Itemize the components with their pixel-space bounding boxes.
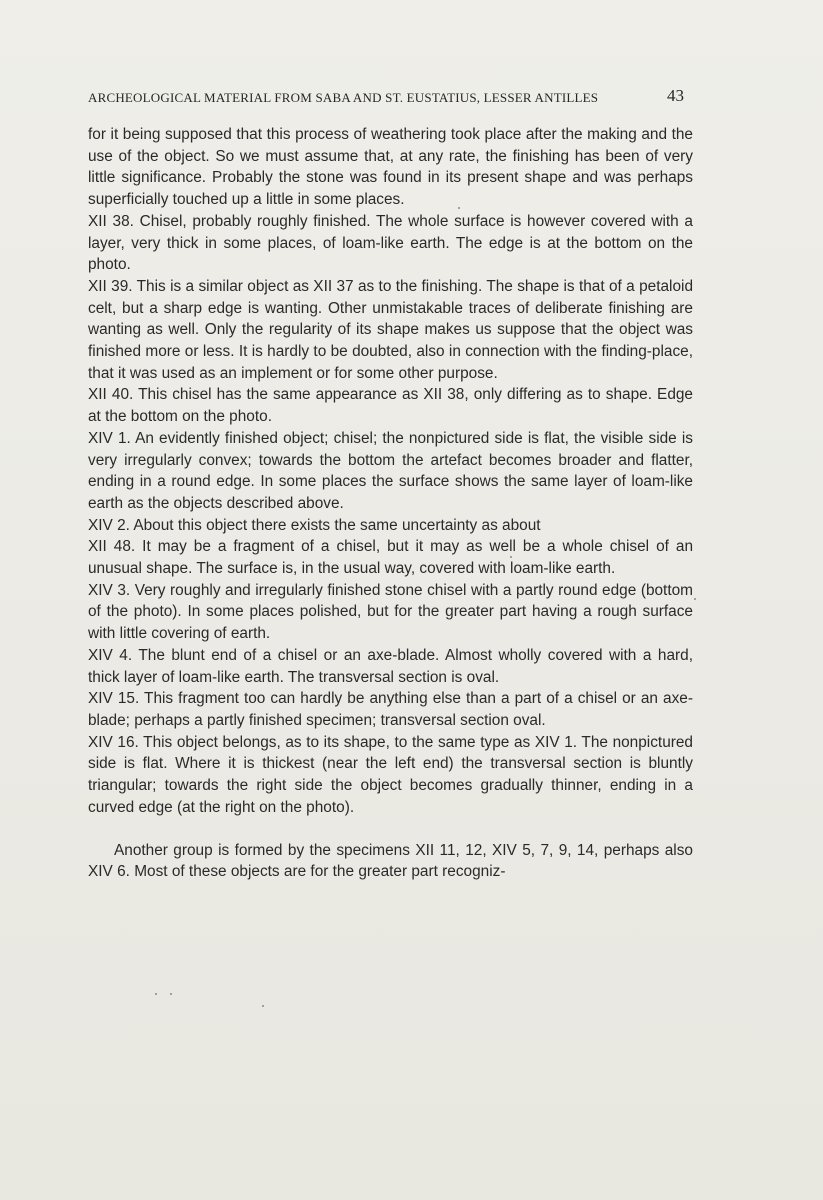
entry-xiv-16: XIV 16. This object belongs, as to its shape, to the same type as XIV 1. The nonpictured side is flat. Where it is thickest (near the left end) the transversal section is bluntly triangular; towards the right side the object becomes gradually thinner, ending in a curved edge (at the right on the photo).: [88, 733, 693, 816]
entry-xiv-3: XIV 3. Very roughly and irregularly finished stone chisel with a partly round edge (bottom of the photo). In some places polished, but for the greater part having a rough surface with little covering of earth.: [88, 581, 693, 643]
entry-xii-38: XII 38. Chisel, probably roughly finished. The whole surface is however covered with a layer, very thick in some places, of loam-like earth. The edge is at the bottom on the photo.: [88, 212, 693, 274]
paper-speck: [155, 993, 157, 995]
body-text: [88, 124, 693, 883]
entry-xii-39: XII 39. This is a similar object as XII 37 as to the finishing. The shape is that of a petaloid celt, but a sharp edge is wanting. Other unmistakable traces of deliberate finishing are wanting as well. Only the regularity of its shape makes us suppose that the object was finished more or less. It is hardly to be doubted, also in connection with the finding-place, that it was used as an implement or for some other purpose.: [88, 277, 693, 382]
entry-xii-48: XII 48. It may be a fragment of a chisel, but it may as well be a whole chisel of an unusual shape. The surface is, in the usual way, covered with loam-like earth.: [88, 538, 693, 578]
entry-xiv-15: XIV 15. This fragment too can hardly be anything else than a part of a chisel or an axe-blade; perhaps a partly finished specimen; transversal section oval.: [88, 690, 693, 729]
entry-xiv-2: XIV 2. About this object there exists the same uncertainty as about: [88, 516, 541, 534]
entry-xii-40: XII 40. This chisel has the same appearance as XII 38, only differing as to shape. Edge at the bottom on the photo.: [88, 386, 693, 426]
paper-speck: [458, 207, 460, 209]
paper-speck: [694, 598, 696, 600]
entry-xiv-1: XIV 1. An evidently finished object; chisel; the nonpictured side is flat, the visible side is very irregularly convex; towards the bottom the artefact becomes broader and flatter, ending in a round edge. In some places the surface shows the same layer of loam-like earth as the objects described above.: [88, 429, 693, 512]
paragraph-another-group: Another group is formed by the specimens XII 11, 12, XIV 5, 7, 9, 14, perhaps also XIV 6. Most of these objects are for the greater part recogniz-: [88, 841, 693, 881]
page-header: [88, 86, 688, 110]
entry-xiv-4: XIV 4. The blunt end of a chisel or an axe-blade. Almost wholly covered with a hard, thick layer of loam-like earth. The transversal section is oval.: [88, 646, 693, 686]
paper-speck: [170, 993, 172, 995]
page-number: 43: [667, 86, 684, 105]
paper-speck: [510, 556, 512, 558]
paragraph-continuation: for it being supposed that this process of weathering took place after the making and the use of the object. So we must assume that, at any rate, the finishing has been of very little significance. Probably the stone was found in its present shape and was perhaps superficially touched up a little in some places.: [88, 126, 693, 209]
running-title: ARCHEOLOGICAL MATERIAL FROM SABA AND ST. EUSTATIUS, LESSER ANTILLES: [88, 90, 599, 105]
paper-speck: [262, 1005, 264, 1007]
